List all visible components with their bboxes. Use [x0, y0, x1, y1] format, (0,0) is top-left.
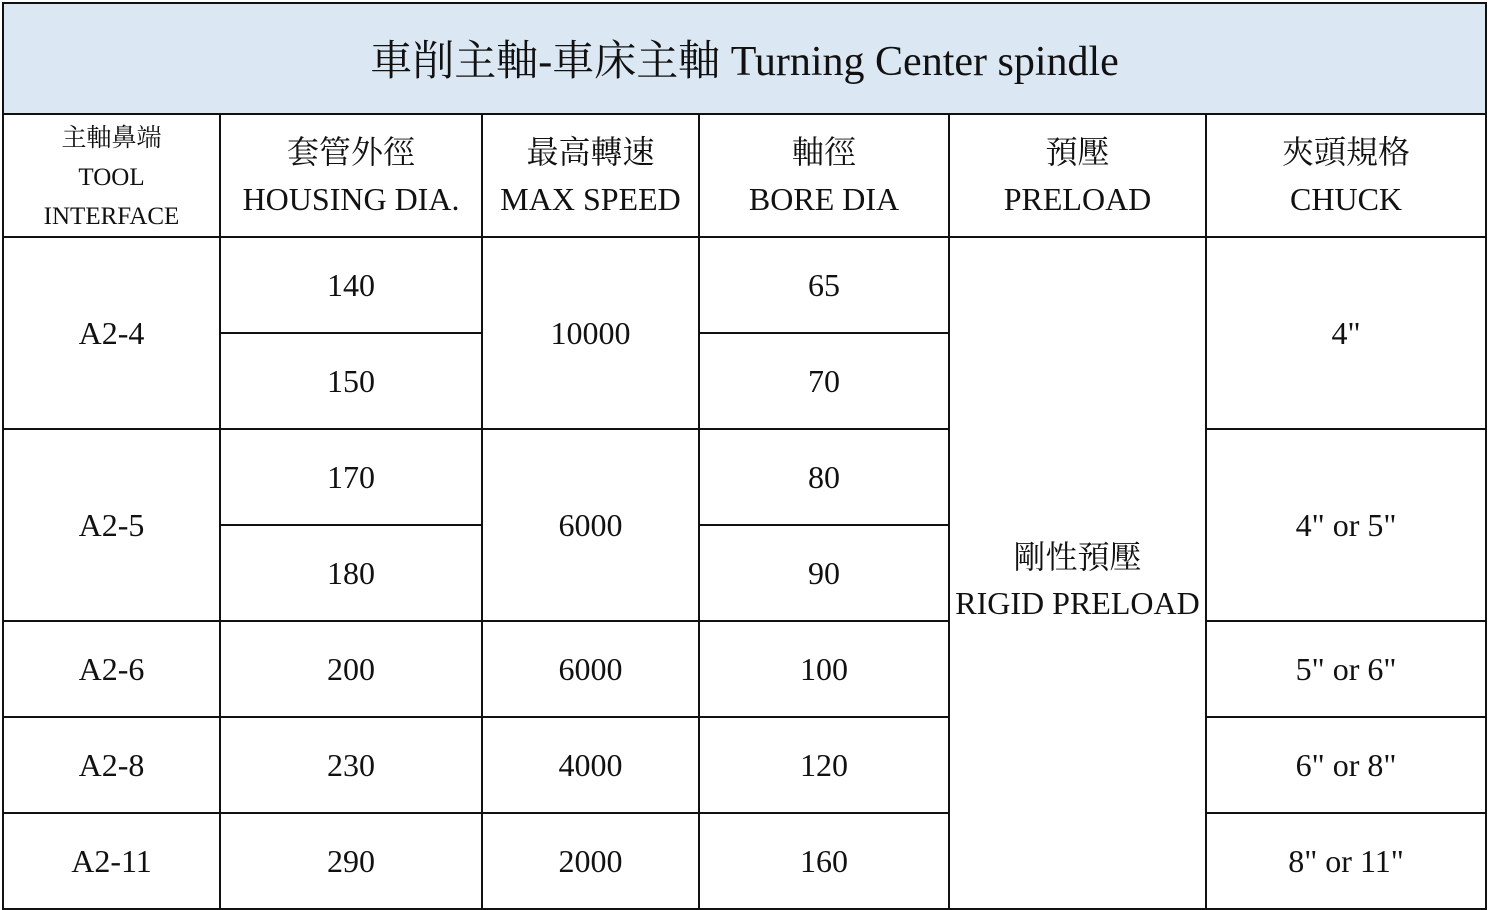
- preload-value-en: RIGID PRELOAD: [955, 585, 1200, 621]
- header-preload-en: PRELOAD: [1003, 180, 1152, 217]
- header-tool-interface-en1: TOOL: [78, 164, 145, 191]
- housing-cell: 140: [220, 237, 482, 333]
- interface-cell: A2-4: [3, 237, 220, 429]
- header-max-speed-en: MAX SPEED: [500, 180, 681, 217]
- bore-cell: 120: [699, 717, 949, 813]
- header-bore-dia-en: BORE DIA: [748, 180, 900, 217]
- chuck-cell: 4" or 5": [1206, 429, 1486, 621]
- header-row: [3, 114, 1486, 237]
- header-bore-dia-zh: 軸徑: [791, 133, 856, 170]
- chuck-cell: 8" or 11": [1206, 813, 1486, 909]
- header-tool-interface: [3, 114, 220, 237]
- header-chuck: [1206, 114, 1486, 237]
- header-bore-dia: [699, 114, 949, 237]
- housing-cell: 230: [220, 717, 482, 813]
- speed-cell: 10000: [482, 237, 699, 429]
- preload-value-cell: [949, 237, 1206, 909]
- spindle-spec-table: [2, 2, 1487, 910]
- bore-cell: 160: [699, 813, 949, 909]
- table-row: [3, 813, 1486, 909]
- housing-cell: 290: [220, 813, 482, 909]
- header-max-speed: [482, 114, 699, 237]
- table-row: [3, 237, 1486, 333]
- header-max-speed-zh: 最高轉速: [526, 133, 655, 170]
- header-tool-interface-en2: INTERFACE: [43, 203, 180, 230]
- speed-cell: 4000: [482, 717, 699, 813]
- housing-cell: 150: [220, 333, 482, 429]
- interface-cell: A2-6: [3, 621, 220, 717]
- header-preload: [949, 114, 1206, 237]
- header-chuck-en: CHUCK: [1290, 180, 1403, 217]
- housing-cell: 200: [220, 621, 482, 717]
- header-tool-interface-zh: 主軸鼻端: [61, 125, 162, 152]
- table-title: 車削主軸-車床主軸 Turning Center spindle: [3, 3, 1486, 114]
- bore-cell: 80: [699, 429, 949, 525]
- bore-cell: 90: [699, 525, 949, 621]
- housing-cell: 180: [220, 525, 482, 621]
- interface-cell: A2-5: [3, 429, 220, 621]
- speed-cell: 2000: [482, 813, 699, 909]
- chuck-cell: 5" or 6": [1206, 621, 1486, 717]
- header-housing-dia: [220, 114, 482, 237]
- header-chuck-zh: 夾頭規格: [1282, 133, 1411, 170]
- housing-cell: 170: [220, 429, 482, 525]
- interface-cell: A2-11: [3, 813, 220, 909]
- bore-cell: 65: [699, 237, 949, 333]
- table-row: [3, 717, 1486, 813]
- speed-cell: 6000: [482, 621, 699, 717]
- preload-value-zh: 剛性預壓: [1013, 539, 1142, 575]
- header-preload-zh: 預壓: [1045, 133, 1110, 170]
- header-housing-dia-en: HOUSING DIA.: [242, 180, 460, 217]
- bore-cell: 100: [699, 621, 949, 717]
- bore-cell: 70: [699, 333, 949, 429]
- header-housing-dia-zh: 套管外徑: [286, 133, 415, 170]
- chuck-cell: 4": [1206, 237, 1486, 429]
- table-row: [3, 621, 1486, 717]
- speed-cell: 6000: [482, 429, 699, 621]
- chuck-cell: 6" or 8": [1206, 717, 1486, 813]
- interface-cell: A2-8: [3, 717, 220, 813]
- table-row: [3, 429, 1486, 525]
- title-row: [3, 3, 1486, 114]
